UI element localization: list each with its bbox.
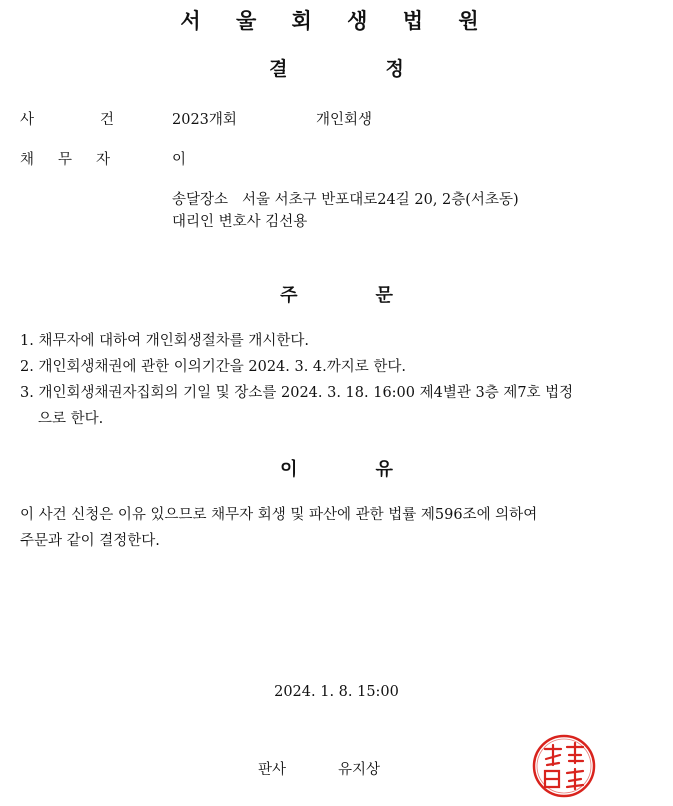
reason-heading xyxy=(0,455,673,481)
reason-heading-right: 유 xyxy=(375,459,393,480)
seal-ring xyxy=(534,736,594,796)
order-heading xyxy=(0,281,673,307)
case-number: 2023개회 xyxy=(172,112,237,128)
decision-date: 2024. 1. 8. 15:00 xyxy=(274,684,399,700)
document-type-heading xyxy=(0,54,673,81)
court-name: 서 울 회 생 법 원 xyxy=(180,9,493,33)
case-label-char-1: 사 xyxy=(20,112,35,128)
order-item-1: 1. 채무자에 대하여 개인회생절차를 개시한다. xyxy=(20,333,310,349)
debtor-label-char-2: 무 xyxy=(58,152,73,168)
debtor-name: 이 xyxy=(172,152,187,168)
case-label-char-2: 건 xyxy=(100,112,115,128)
service-address: 서울 서초구 반포대로24길 20, 2층(서초동) xyxy=(242,192,519,208)
agent-line: 대리인 변호사 김선용 xyxy=(172,214,308,230)
reason-text-line-2: 주문과 같이 결정한다. xyxy=(20,533,160,549)
doc-type-right: 정 xyxy=(385,58,404,80)
case-type: 개인회생 xyxy=(316,112,373,128)
debtor-label xyxy=(20,148,110,169)
order-heading-right: 문 xyxy=(375,285,393,306)
seal-glyphs xyxy=(545,743,583,789)
order-item-3: 3. 개인회생채권자집회의 기일 및 장소를 2024. 3. 18. 16:00 제4별관 3층 제7호 법정 xyxy=(20,385,574,401)
reason-text-line-1: 이 사건 신청은 이유 있으므로 채무자 회생 및 파산에 관한 법률 제596조에 의하여 xyxy=(20,507,538,523)
order-item-3-continued: 으로 한다. xyxy=(38,411,104,427)
judge-title: 판사 xyxy=(258,762,287,778)
judge-seal-icon xyxy=(531,733,597,799)
order-heading-left: 주 xyxy=(280,285,298,306)
judge-name: 유지상 xyxy=(338,762,381,778)
reason-heading-left: 이 xyxy=(280,459,298,480)
case-label xyxy=(20,108,114,129)
service-label: 송달장소 xyxy=(172,192,229,208)
debtor-label-char-1: 채 xyxy=(20,152,35,168)
doc-type-left: 결 xyxy=(269,58,288,80)
debtor-label-char-3: 자 xyxy=(96,152,111,168)
order-item-2: 2. 개인회생채권에 관한 이의기간을 2024. 3. 4.까지로 한다. xyxy=(20,359,407,375)
service-address-line xyxy=(172,188,519,209)
